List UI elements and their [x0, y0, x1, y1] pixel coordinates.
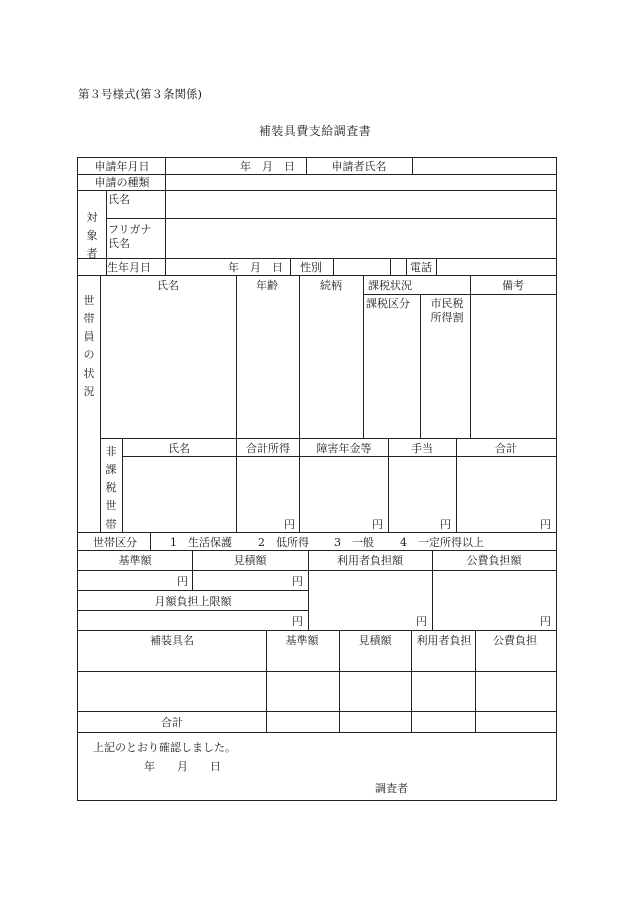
- household-col-remarks: 備考: [502, 279, 524, 292]
- application-date-label: 申請年月日: [94, 160, 150, 173]
- device-col-public-burden: 公費負担: [493, 634, 537, 647]
- household-col-tax-status: 課税状況: [368, 279, 412, 292]
- device-col-user-burden: 利用者負担: [416, 634, 472, 647]
- sex-label: 性別: [300, 261, 322, 274]
- monthly-cap-label: 月額負担上限額: [154, 595, 232, 608]
- non-taxed-group-label: 非課税世帯: [105, 445, 117, 531]
- amount-public-burden-label: 公費負担額: [466, 554, 522, 567]
- household-class-label: 世帯区分: [93, 536, 137, 549]
- yen-unit: 円: [540, 615, 551, 628]
- yen-unit: 円: [440, 518, 451, 531]
- application-type-label: 申請の種類: [94, 176, 150, 189]
- amount-user-burden-label: 利用者負担額: [337, 554, 403, 567]
- applicant-name-label: 申請者氏名: [331, 160, 387, 173]
- device-col-estimate: 見積額: [358, 634, 392, 647]
- subject-name-label: 氏名: [108, 193, 130, 206]
- confirmation-date[interactable]: 年 月 日: [144, 760, 221, 773]
- confirmation-text: 上記のとおり確認しました。: [93, 741, 236, 754]
- yen-unit: 円: [292, 575, 303, 588]
- household-class-option-2: 2 低所得: [258, 536, 309, 549]
- yen-unit: 円: [292, 615, 303, 628]
- amount-estimate-label: 見積額: [233, 554, 267, 567]
- phone-label: 電話: [410, 261, 432, 274]
- device-total-label: 合計: [161, 716, 183, 729]
- yen-unit: 円: [416, 615, 427, 628]
- household-group-label: 世帯員の状況: [83, 294, 95, 398]
- device-col-standard: 基準額: [285, 634, 319, 647]
- household-class-option-1: 1 生活保護: [170, 536, 232, 549]
- non-taxed-col-name: 氏名: [168, 442, 190, 455]
- survey-form: [77, 157, 557, 801]
- household-col-tax-class: 課税区分: [366, 297, 410, 310]
- yen-unit: 円: [372, 518, 383, 531]
- form-number: 第３号様式(第３条関係): [78, 87, 202, 101]
- non-taxed-col-total-income: 合計所得: [246, 442, 290, 455]
- non-taxed-col-total: 合計: [495, 442, 517, 455]
- investigator-label: 調査者: [375, 782, 408, 795]
- non-taxed-col-disability-pension: 障害年金等: [316, 442, 372, 455]
- furigana-name-label: フリガナ氏名: [108, 223, 152, 251]
- household-col-name: 氏名: [157, 279, 179, 292]
- birth-date-field[interactable]: 年 月 日: [228, 261, 283, 274]
- household-class-option-4: 4 一定所得以上: [400, 536, 484, 549]
- yen-unit: 円: [284, 518, 295, 531]
- household-col-age: 年齢: [256, 279, 278, 292]
- yen-unit: 円: [540, 518, 551, 531]
- yen-unit: 円: [177, 575, 188, 588]
- document-title: 補装具費支給調査書: [258, 124, 372, 138]
- device-col-name: 補装具名: [150, 634, 194, 647]
- household-col-city-tax: 市民税所得割: [430, 297, 464, 325]
- household-class-option-3: 3 一般: [334, 536, 374, 549]
- application-date-field[interactable]: 年 月 日: [240, 160, 295, 173]
- amount-standard-label: 基準額: [118, 554, 152, 567]
- household-col-relation: 続柄: [320, 279, 342, 292]
- birth-date-label: 生年月日: [107, 261, 151, 274]
- non-taxed-col-allowance: 手当: [411, 442, 433, 455]
- subject-group-label: 対象者: [86, 211, 98, 261]
